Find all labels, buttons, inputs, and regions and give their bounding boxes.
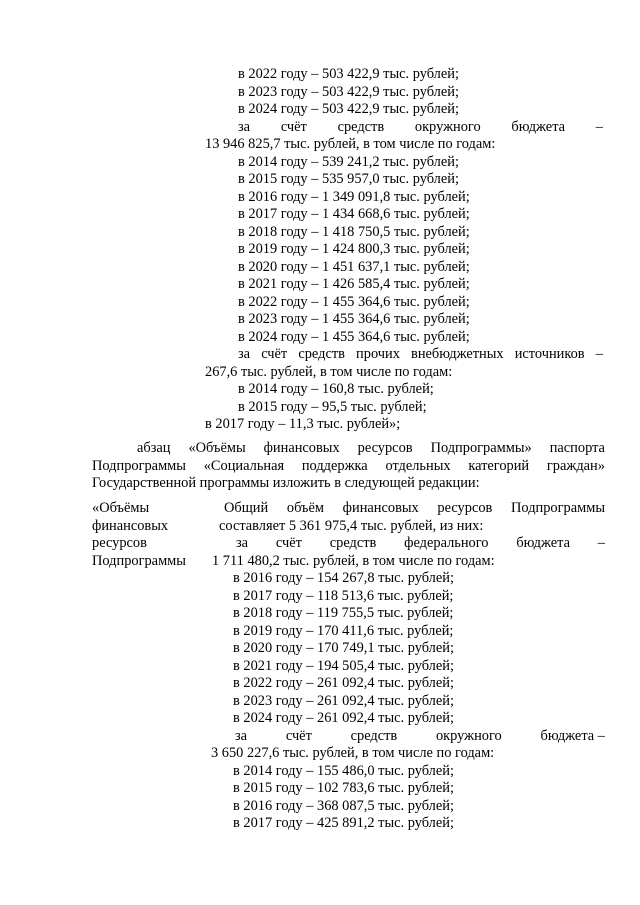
- year-line: в 2023 году – 261 092,4 тыс. рублей;: [233, 692, 454, 709]
- year-line: в 2014 году – 539 241,2 тыс. рублей;: [238, 153, 459, 170]
- year-line: в 2024 году – 1 455 364,6 тыс. рублей;: [238, 328, 470, 345]
- year-line: в 2022 году – 1 455 364,6 тыс. рублей;: [238, 293, 470, 310]
- year-line: в 2016 году – 1 349 091,8 тыс. рублей;: [238, 188, 470, 205]
- year-line: в 2023 году – 503 422,9 тыс. рублей;: [238, 83, 459, 100]
- year-line: в 2021 году – 194 505,4 тыс. рублей;: [233, 657, 454, 674]
- year-line: в 2017 году – 425 891,2 тыс. рублей;: [233, 815, 454, 831]
- years-list-a: [205, 66, 603, 119]
- closing-year-line: в 2017 году – 11,3 тыс. рублей»;: [205, 416, 401, 432]
- year-line: в 2020 году – 1 451 637,1 тыс. рублей;: [238, 258, 470, 275]
- year-line: в 2022 году – 261 092,4 тыс. рублей;: [233, 675, 454, 691]
- top-funding-block: [205, 66, 603, 434]
- instruction-paragraph: [92, 440, 605, 493]
- year-line: в 2019 году – 1 424 800,3 тыс. рублей;: [238, 241, 470, 257]
- year-line: в 2016 году – 154 267,8 тыс. рублей;: [233, 570, 454, 586]
- other-sources-heading: за счёт средств прочих внебюджетных источников –: [238, 346, 603, 362]
- federal-budget-total: 1 711 480,2 тыс. рублей, в том числе по годам:: [212, 552, 495, 569]
- okrug-budget-heading: за счёт средств окружного бюджета –: [238, 118, 603, 135]
- year-line: в 2014 году – 155 486,0 тыс. рублей;: [233, 762, 454, 779]
- general-volume-heading: Общий объём финансовых ресурсов Подпрограммы: [224, 500, 605, 516]
- year-line: в 2016 году – 368 087,5 тыс. рублей;: [233, 797, 454, 814]
- year-line: в 2014 году – 160,8 тыс. рублей;: [238, 381, 434, 397]
- year-line: в 2017 году – 118 513,6 тыс. рублей;: [233, 587, 454, 604]
- federal-budget-heading: за счёт средств федерального бюджета –: [236, 535, 605, 551]
- year-line: в 2022 году – 503 422,9 тыс. рублей;: [238, 66, 459, 82]
- paragraph-line-3: Государственной программы изложить в следующей редакции:: [92, 475, 480, 491]
- year-line: в 2018 году – 1 418 750,5 тыс. рублей;: [238, 223, 470, 240]
- paragraph-line-2: Подпрограммы «Социальная поддержка отдельных категорий граждан»: [92, 457, 605, 474]
- year-line: в 2021 году – 1 426 585,4 тыс. рублей;: [238, 276, 470, 292]
- label-line: финансовых: [92, 517, 169, 534]
- okrug-years-list: [219, 763, 605, 833]
- year-line: в 2019 году – 170 411,6 тыс. рублей;: [233, 622, 454, 639]
- year-line: в 2015 году – 95,5 тыс. рублей;: [238, 398, 427, 415]
- years-list-b: [205, 154, 603, 347]
- okrug-budget-heading: за счёт средств окружного бюджета –: [235, 727, 605, 744]
- federal-years-list: [219, 570, 605, 728]
- okrug-budget-total: 13 946 825,7 тыс. рублей, в том числе по годам:: [205, 136, 496, 152]
- general-volume-total: составляет 5 361 975,4 тыс. рублей, из них:: [219, 517, 484, 534]
- paragraph-line-1: абзац «Объёмы финансовых ресурсов Подпрограммы» паспорта: [137, 440, 605, 456]
- year-line: в 2015 году – 102 783,6 тыс. рублей;: [233, 780, 454, 796]
- table-value-cell: [211, 500, 605, 833]
- year-line: в 2015 году – 535 957,0 тыс. рублей;: [238, 171, 459, 187]
- label-line: ресурсов: [92, 535, 147, 551]
- year-line: в 2020 году – 170 749,1 тыс. рублей;: [233, 640, 454, 656]
- year-line: в 2018 году – 119 755,5 тыс. рублей;: [233, 605, 454, 621]
- year-line: в 2017 году – 1 434 668,6 тыс. рублей;: [238, 206, 470, 222]
- year-line: в 2023 году – 1 455 364,6 тыс. рублей;: [238, 311, 470, 327]
- year-line: в 2024 году – 503 422,9 тыс. рублей;: [238, 101, 459, 117]
- year-line: в 2024 году – 261 092,4 тыс. рублей;: [233, 710, 454, 726]
- label-line: Подпрограммы: [92, 552, 186, 569]
- label-line: «Объёмы: [92, 500, 150, 516]
- okrug-budget-total: 3 650 227,6 тыс. рублей, в том числе по годам:: [211, 745, 495, 761]
- other-sources-total: 267,6 тыс. рублей, в том числе по годам:: [205, 363, 453, 380]
- table-label-cell: [92, 500, 212, 570]
